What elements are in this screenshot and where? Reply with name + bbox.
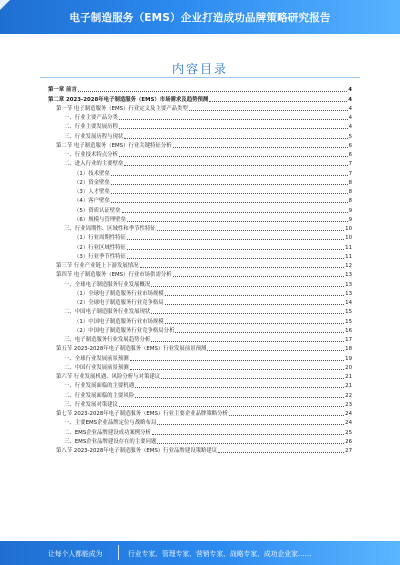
toc-leader-dots [152,434,344,435]
toc-leader-dots [127,249,344,250]
toc-entry-title: 二、中国行业发展前景预测 [64,364,129,371]
toc-page-number: 7 [348,161,352,168]
toc-page-number: 17 [345,337,352,343]
toc-entry[interactable] [48,178,352,187]
toc-page-number: 10 [345,226,352,232]
toc-entry[interactable] [48,344,352,353]
toc-page-number: 27 [345,448,352,454]
toc-page-number: 24 [345,411,352,417]
toc-entry-title: 一、全球电子制造服务行业发展概况 [64,281,151,288]
toc-entry[interactable] [48,196,352,205]
toc-page-number: 11 [345,253,352,260]
toc-entry[interactable] [48,400,352,409]
toc-page-number: 4 [348,124,352,131]
toc-entry[interactable] [48,131,352,140]
toc-leader-dots [157,443,344,444]
toc-page-number: 13 [345,272,352,279]
toc-leader-dots [207,350,344,351]
toc-page-number: 22 [345,392,352,399]
toc-leader-dots [157,424,344,425]
toc-page-number: 19 [345,355,352,362]
toc-entry[interactable] [48,85,352,94]
toc-page-number: 15 [345,309,352,316]
toc-leader-dots [119,119,348,120]
toc-page-number: 26 [345,438,352,445]
toc-entry[interactable] [48,372,352,381]
toc-leader-dots [119,128,348,129]
toc-page-number: 7 [348,170,352,177]
toc-page-number: 13 [345,281,352,288]
toc-entry-title: （5）资质认证壁垒 [74,207,121,214]
toc-entry[interactable] [48,122,352,131]
toc-page-number: 16 [345,327,352,334]
toc-leader-dots [130,360,344,361]
toc-leader-dots [111,193,348,194]
toc-entry-title: （1）中国电子制造服务行业市场规模 [74,318,164,325]
toc-entry[interactable] [48,326,352,335]
toc-page-number: 23 [345,401,352,408]
toc-entry-title: （3）行业季节性特征 [74,253,126,260]
toc-entry[interactable] [48,261,352,270]
toc-entry[interactable] [48,390,352,399]
toc-entry-title: 第一节 电子制造服务（EMS）行业定义及主要产品类型 [56,105,188,112]
footer-tagline: 行业专家、管理专家、营销专家、战略专家、成功企业家…… [128,550,312,558]
report-title: 电子制造服务（EMS）企业打造成功品牌策略研究报告 [69,12,331,24]
toc-leader-dots [229,415,344,416]
toc-page-number: 9 [348,207,352,214]
toc-entry-title: 二、EMS企业品牌建设成功案例分析 [64,429,151,436]
toc-entry-title: （3）人才壁垒 [74,189,110,195]
toc-page-number: 12 [345,263,352,269]
header-banner [0,0,400,34]
toc-entry[interactable] [48,381,352,390]
toc-entry[interactable] [48,270,352,279]
toc-entry-title: 第七节 2023-2028年电子制造服务（EMS）行业主要企业品牌策略分析 [56,411,228,417]
toc-leader-dots [78,91,347,92]
toc-leader-dots [127,258,344,259]
footer-banner [0,541,400,565]
toc-leader-dots [135,397,344,398]
toc-leader-dots [111,184,348,185]
toc-entry-title: 一、行业发展面临的主要机遇 [64,383,135,390]
toc-page-number: 4 [348,96,352,103]
toc-leader-dots [119,156,348,157]
toc-entry-title: 第八节 2023-2028年电子制造服务（EMS）行业品牌建设策略建议 [56,448,218,454]
toc-entry-title: 二、行业主要发展历程 [64,124,118,131]
toc-entry[interactable] [48,224,352,233]
toc-entry[interactable] [48,150,352,159]
toc-entry[interactable] [48,141,352,150]
toc-entry-title: 第五节 2023-2028年电子制造服务（EMS）行业发展前景预测 [56,346,207,353]
footer-slogan: 让每个人都能成为 [48,550,103,558]
toc-page-number: 4 [348,87,352,94]
toc-entry[interactable] [48,316,352,325]
toc-entry[interactable] [48,289,352,298]
toc-page-number: 18 [345,346,352,353]
toc-entry[interactable] [48,363,352,372]
toc-leader-dots [173,276,345,277]
toc-entry-title: 三、电子制造服务行业发展趋势分析 [64,337,151,343]
toc-leader-dots [165,295,344,296]
toc-entry-title: 三、EMS企业品牌建设存在的主要问题 [64,438,157,445]
toc-entry[interactable] [48,205,352,214]
toc-leader-dots [161,378,344,379]
toc-entry[interactable] [48,335,352,344]
toc-entry[interactable] [48,298,352,307]
toc-page-number: 4 [348,115,352,121]
toc-entry[interactable] [48,252,352,261]
toc-entry-title: （4）客户壁垒 [74,198,110,205]
toc-entry-title: （6）规模与管理壁垒 [74,216,126,223]
toc-page-number: 9 [348,216,352,223]
toc-heading: 内容目录 [171,62,228,76]
toc-leader-dots [165,304,344,305]
toc-entry-title: （2）资金壁垒 [74,179,110,186]
toc-page-number: 14 [345,300,352,306]
toc-entry[interactable] [48,233,352,242]
toc-page-number: 5 [348,133,352,140]
toc-entry-title: 二、进入行业的主要壁垒 [64,161,124,168]
toc-leader-dots [130,369,344,370]
toc-page-number: 6 [348,142,352,149]
toc-leader-dots [151,313,344,314]
toc-entry-title: 一、全球行业发展前景预测 [64,355,129,362]
toc-entry-title: 一、主要EMS企业品牌定位与战略布局 [64,420,157,427]
toc-leader-dots [124,165,347,166]
toc-leader-dots [119,406,344,407]
toc-entry[interactable] [48,104,352,113]
toc-entry[interactable] [48,159,352,168]
toc-leader-dots [157,230,344,231]
toc-entry[interactable] [48,418,352,427]
toc-leader-dots [140,267,345,268]
header-corner-decoration [0,0,10,10]
toc-leader-dots [175,332,344,333]
toc-entry[interactable] [48,446,352,455]
toc-page-number: 21 [345,383,352,390]
toc-leader-dots [127,221,348,222]
toc-entry-title: （2）中国电子制造服务行业竞争格局分析 [74,327,175,334]
toc-entry[interactable] [48,94,352,103]
toc-page-number: 8 [348,179,352,186]
toc-leader-dots [218,452,344,453]
toc-leader-dots [124,138,347,139]
toc-entry-title: 第二节 电子制造服务（EMS）行业关键特征分析 [56,142,172,149]
toc-page-number: 8 [348,198,352,205]
toc-page-number: 11 [345,244,352,251]
toc-entry[interactable] [48,215,352,224]
toc-entry-title: 第六节 行业发展机遇、风险分析与对策建议 [56,374,161,380]
toc-leader-dots [127,239,344,240]
toc-entry[interactable] [48,168,352,177]
toc-entry-title: 第四节 电子制造服务（EMS）行业市场供需分析 [56,272,172,279]
toc-divider [40,77,360,78]
toc-page-number: 8 [348,189,352,195]
toc-page-number: 10 [345,235,352,242]
toc-entry-title: （1）全球电子制造服务行业市场规模 [74,290,164,297]
toc-entry-title: 三、行业周期性、区域性和季节性特征 [64,226,156,232]
toc-entry[interactable] [48,113,352,122]
toc-entry[interactable] [48,437,352,446]
toc-entry-title: （2）行业区域性特征 [74,244,126,251]
toc-entry[interactable] [48,242,352,251]
toc-page-number: 20 [345,364,352,371]
toc-entry-title: 一、行业主要产品分类 [64,115,118,121]
table-of-contents [48,85,352,455]
toc-entry[interactable] [48,187,352,196]
toc-leader-dots [173,147,348,148]
toc-page-number: 13 [345,290,352,297]
toc-entry-title: （1）行业周期性特征 [74,235,126,242]
toc-leader-dots [151,341,344,342]
toc-entry-title: 第一章 前言 [48,87,77,94]
toc-entry[interactable] [48,353,352,362]
toc-entry[interactable] [48,307,352,316]
toc-leader-dots [165,323,344,324]
toc-page-number: 24 [345,420,352,427]
toc-entry-title: 一、行业技术特点分析 [64,152,118,158]
toc-entry[interactable] [48,279,352,288]
toc-entry-title: （1）技术壁垒 [74,170,110,177]
toc-entry-title: 三、行业发展对策建议 [64,401,118,408]
toc-leader-dots [151,286,344,287]
toc-entry-title: 二、行业发展面临的主要风险 [64,392,135,399]
toc-entry-title: 第三节 行业产业链上下游发展情况 [56,263,139,269]
toc-entry[interactable] [48,427,352,436]
toc-page-number: 15 [345,318,352,325]
toc-entry-title: （2）全球电子制造服务行业竞争格局 [74,300,164,306]
toc-leader-dots [111,175,348,176]
toc-page-number: 21 [345,374,352,380]
toc-leader-dots [111,202,348,203]
toc-leader-dots [135,387,344,388]
toc-entry-title: 二、中国电子制造服务行业发展现状 [64,309,151,316]
toc-leader-dots [209,101,347,102]
toc-entry[interactable] [48,409,352,418]
footer-divider [118,545,119,560]
toc-page-number: 6 [348,152,352,158]
toc-entry-title: 三、行业发展历程与现状 [64,133,124,140]
toc-leader-dots [189,110,348,111]
toc-leader-dots [122,212,348,213]
toc-page-number: 25 [345,429,352,436]
toc-page-number: 4 [348,105,352,112]
toc-entry-title: 第二章 2023-2028年电子制造服务（EMS）市场需求及趋势预测 [48,96,209,103]
